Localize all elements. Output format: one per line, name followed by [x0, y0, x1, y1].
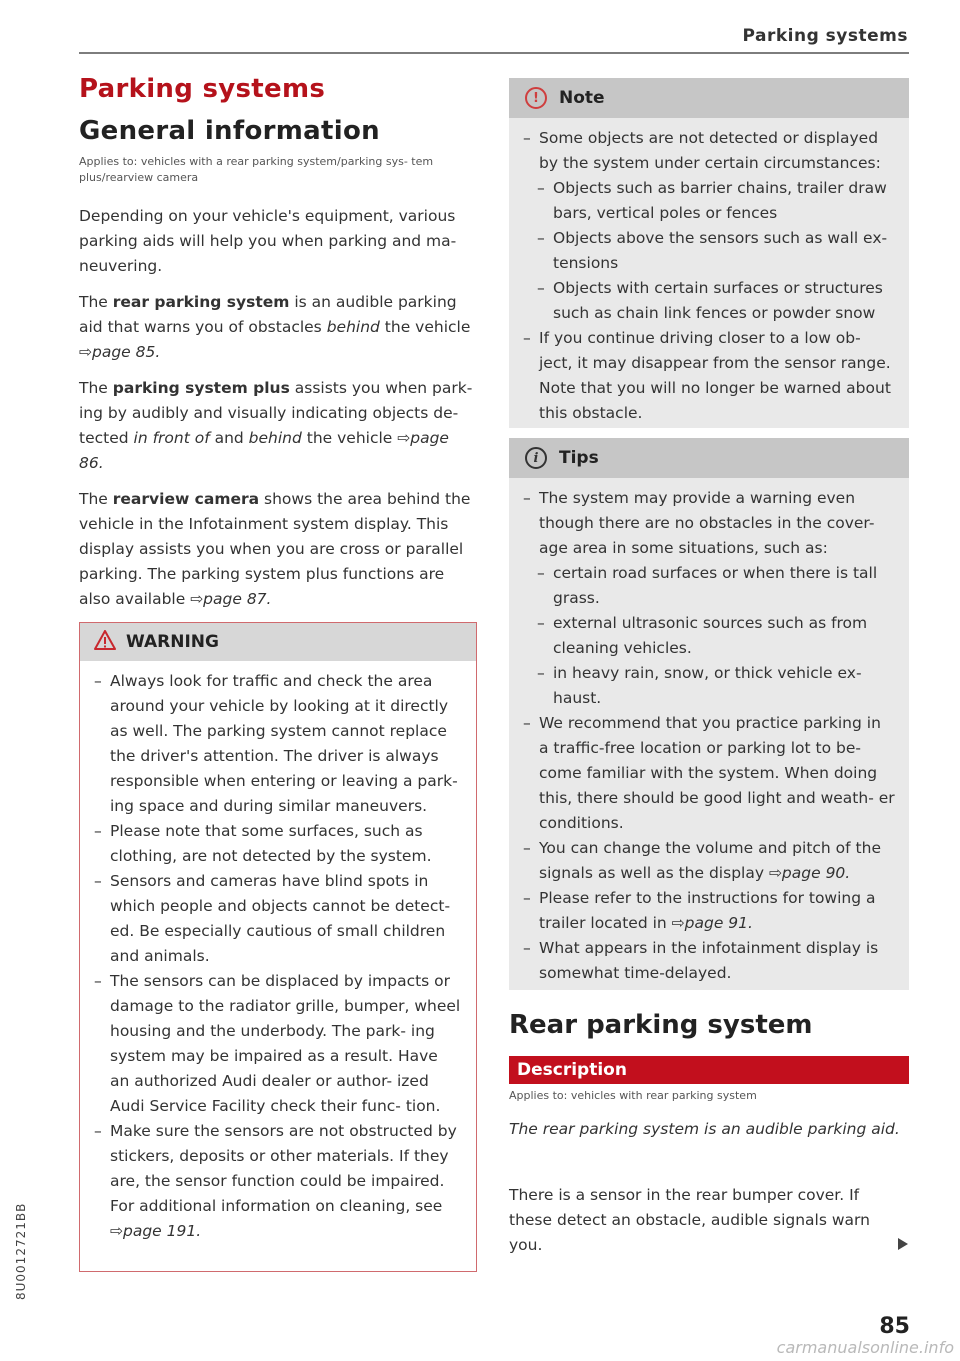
page-link-86[interactable]: ⇨page 86.	[79, 429, 449, 472]
tips-item: – What appears in the infotainment display is somewhat time-delayed.	[523, 936, 895, 986]
note-item: – Some objects are not detected or displayed by the system under certain circumstances:	[523, 126, 895, 176]
lead-paragraph: The rear parking system is an audible parking aid.	[509, 1120, 900, 1138]
section-title-general: General information	[79, 116, 380, 146]
running-header: Parking systems	[742, 26, 908, 46]
page-number: 85	[879, 1314, 910, 1339]
exclamation-circle-icon: !	[525, 87, 547, 109]
tips-list	[509, 478, 909, 986]
warning-title: WARNING	[126, 632, 219, 652]
watermark: carmanualsonline.info	[776, 1338, 954, 1357]
tips-header	[509, 438, 909, 478]
body-paragraph: There is a sensor in the rear bumper cover. If these detect an obstacle, audible signals warn you.	[509, 1186, 870, 1254]
warning-list	[80, 661, 476, 1244]
paragraph-rearview-camera: The rearview camera shows the area behind the vehicle in the Infotainment system display. This display assists you when you are cross or parallel parking. The parking system plus functions are also available ⇨page 87.	[79, 490, 471, 608]
warning-item: – Sensors and cameras have blind spots in which people and objects cannot be detect- ed. Be especially cautious of small children and animals.	[94, 869, 462, 969]
warning-triangle-icon	[94, 630, 116, 655]
note-subitem: – Objects with certain surfaces or structures such as chain link fences or powder snow	[523, 276, 895, 326]
page-link-85[interactable]: ⇨page 85.	[79, 343, 161, 361]
tips-subitem: – certain road surfaces or when there is tall grass.	[523, 561, 895, 611]
paragraph-intro: Depending on your vehicle's equipment, various parking aids will help you when parking and ma- neuvering.	[79, 207, 457, 275]
warning-item: – Make sure the sensors are not obstructed by stickers, deposits or other materials. If they are, the sensor function could be impaired. For additional information on cleaning, see ⇨page 191.	[94, 1119, 462, 1244]
page-link-90[interactable]: ⇨page 90.	[768, 864, 851, 882]
header-rule	[79, 52, 909, 54]
tips-item: – You can change the volume and pitch of the signals as well as the display ⇨page 90.	[523, 836, 895, 886]
warning-item: – Always look for traffic and check the area around your vehicle by looking at it directly as well. The parking system cannot replace the driver's attention. The driver is always responsible when entering or leaving a park- ing space and during similar maneuvers.	[94, 669, 462, 819]
page-link-91[interactable]: ⇨page 91.	[671, 914, 753, 932]
tips-box	[509, 438, 909, 990]
next-page-arrow-icon[interactable]	[898, 1238, 908, 1250]
warning-item: – Please note that some surfaces, such as clothing, are not detected by the system.	[94, 819, 462, 869]
tips-subitem: – in heavy rain, snow, or thick vehicle ex- haust.	[523, 661, 895, 711]
page-link-191[interactable]: ⇨page 191.	[110, 1222, 202, 1240]
page-link-87[interactable]: ⇨page 87.	[190, 590, 272, 608]
note-header	[509, 78, 909, 118]
applies-to-general: Applies to: vehicles with a rear parking system/parking sys- tem plus/rearview camera	[79, 155, 434, 184]
info-circle-icon: i	[525, 447, 547, 469]
tips-item: – The system may provide a warning even though there are no obstacles in the cover- age area in some situations, such as:	[523, 486, 895, 561]
paragraph-rear-parking: The rear parking system is an audible parking aid that warns you of obstacles behind the vehicle ⇨page 85.	[79, 293, 471, 361]
applies-to-rear: Applies to: vehicles with rear parking system	[509, 1089, 757, 1102]
tips-title: Tips	[559, 448, 599, 468]
section-title-rear: Rear parking system	[509, 1010, 813, 1040]
note-title: Note	[559, 88, 605, 108]
warning-box	[79, 622, 477, 1272]
paragraph-parking-plus: The parking system plus assists you when park- ing by audibly and visually indicating objects de- tected in front of and behind the vehicle ⇨page 86.	[79, 379, 473, 472]
tips-item: – Please refer to the instructions for towing a trailer located in ⇨page 91.	[523, 886, 895, 936]
tips-subitem: – external ultrasonic sources such as from cleaning vehicles.	[523, 611, 895, 661]
note-item: – If you continue driving closer to a low ob- ject, it may disappear from the sensor range. Note that you will no longer be warned about this obstacle.	[523, 326, 895, 426]
chapter-title: Parking systems	[79, 74, 326, 104]
warning-item: – The sensors can be displaced by impacts or damage to the radiator grille, bumper, wheel housing and the underbody. The park- ing system may be impaired as a result. Have an authorized Audi dealer or author- ized Audi Service Facility check their func- tion.	[94, 969, 462, 1119]
note-box	[509, 78, 909, 428]
warning-header	[80, 623, 476, 661]
note-subitem: – Objects such as barrier chains, trailer draw bars, vertical poles or fences	[523, 176, 895, 226]
description-bar: Description	[509, 1056, 909, 1084]
note-subitem: – Objects above the sensors such as wall ex- tensions	[523, 226, 895, 276]
note-list	[509, 118, 909, 426]
document-code: 8U0012721BB	[14, 1202, 28, 1300]
tips-item: – We recommend that you practice parking in a traffic-free location or parking lot to be- come familiar with the system. When doing this, there should be good light and weath- er conditions.	[523, 711, 895, 836]
